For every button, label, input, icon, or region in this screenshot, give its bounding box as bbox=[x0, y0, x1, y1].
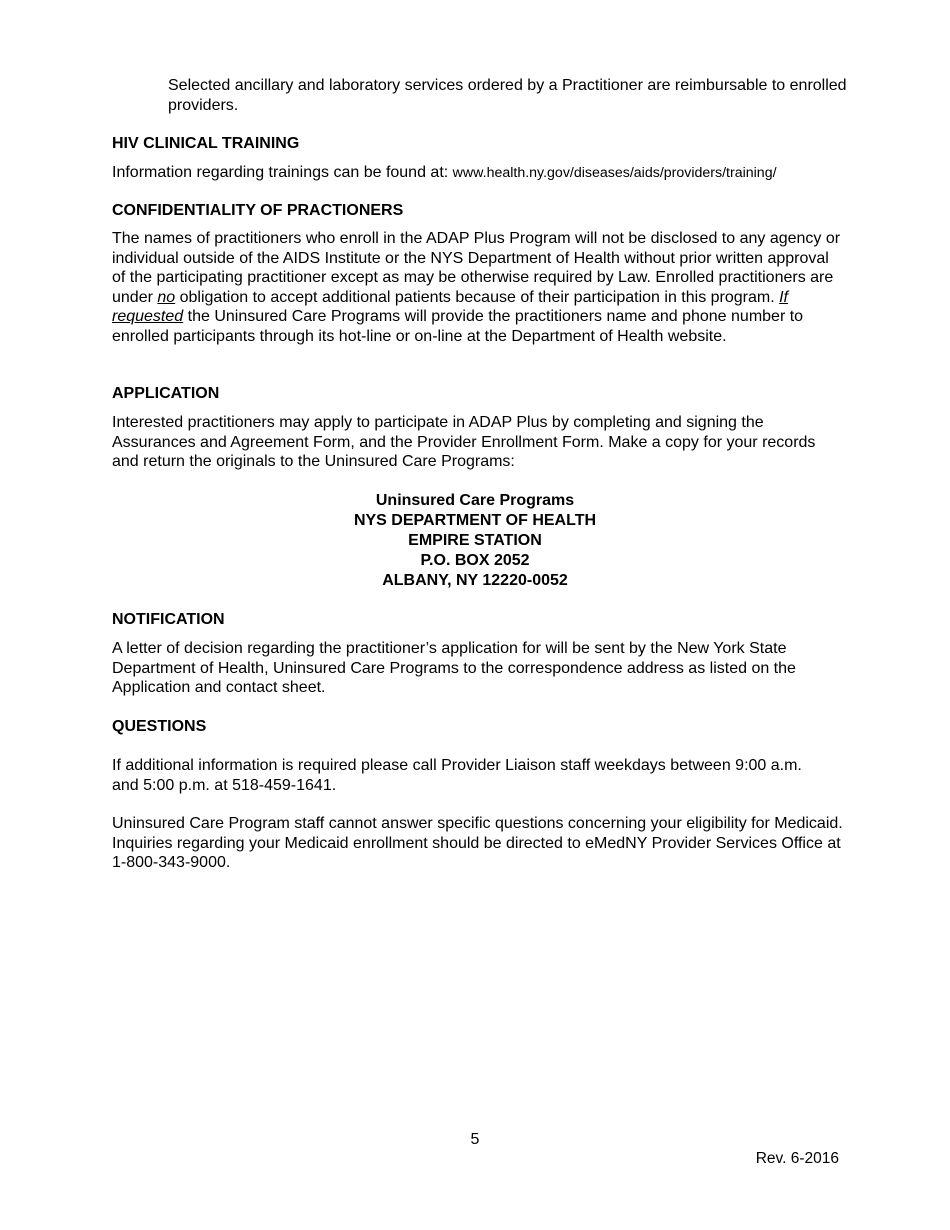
address-line-4: P.O. BOX 2052 bbox=[420, 552, 530, 569]
address-line-2: NYS DEPARTMENT OF HEALTH bbox=[353, 512, 597, 529]
application-paragraph: Interested practitioners may apply to participate in ADAP Plus by completing and signing the Assurances and Agreement Form, and the Provider Enrollment Form. Make a copy for your records and return the originals to the Uninsured Care Programs: bbox=[112, 414, 816, 470]
confidentiality-text-3: the Uninsured Care Programs will provide the practitioners name and phone number to enrolled participants through its hot-line or on-line at the Department of Health website. bbox=[112, 308, 804, 345]
address-line-3: EMPIRE STATION bbox=[408, 532, 542, 549]
confidentiality-heading: CONFIDENTIALITY OF PRACTIONERS bbox=[112, 202, 404, 219]
confidentiality-emphasis-no: no bbox=[157, 288, 176, 306]
confidentiality-text-2: obligation to accept additional patients because of their participation in this program. bbox=[179, 288, 775, 306]
questions-paragraph-2: Uninsured Care Program staff cannot answer specific questions concerning your eligibility for Medicaid. Inquiries regarding your Medicaid enrollment should be directed to eMedNY Provider Services Office at 1-800-343-9000. bbox=[112, 815, 843, 871]
training-paragraph bbox=[112, 163, 872, 184]
notification-paragraph: A letter of decision regarding the practitioner’s application for will be sent by the New York State Department of Health, Uninsured Care Programs to the correspondence address as listed on the Application and contact sheet. bbox=[112, 640, 796, 696]
notification-heading: NOTIFICATION bbox=[112, 611, 225, 628]
ancillary-services-paragraph: Selected ancillary and laboratory services ordered by a Practitioner are reimbursable to enrolled providers. bbox=[168, 77, 847, 114]
training-text: Information regarding trainings can be found at: bbox=[112, 164, 449, 181]
confidentiality-emphasis-if-requested: If requested bbox=[112, 288, 788, 325]
questions-paragraph-1: If additional information is required please call Provider Liaison staff weekdays between 9:00 a.m. and 5:00 p.m. at 518-459-1641. bbox=[112, 757, 802, 794]
revision-label: Rev. 6-2016 bbox=[755, 1150, 839, 1167]
application-heading: APPLICATION bbox=[112, 385, 220, 402]
confidentiality-paragraph bbox=[112, 229, 842, 346]
page-number: 5 bbox=[470, 1131, 480, 1148]
address-line-1: Uninsured Care Programs bbox=[375, 492, 575, 509]
questions-heading: QUESTIONS bbox=[112, 718, 207, 735]
training-url[interactable]: www.health.ny.gov/diseases/aids/providers/training/ bbox=[452, 165, 777, 181]
address-line-5: ALBANY, NY 12220-0052 bbox=[382, 572, 568, 589]
confidentiality-text-1: The names of practitioners who enroll in the ADAP Plus Program will not be disclosed to any agency or individual outside of the AIDS Institute or the NYS Department of Health without prior written approval of the participating practitioner except as may be otherwise required by Law. Enrolled practitioners are under bbox=[112, 230, 841, 306]
mailing-address bbox=[112, 491, 838, 591]
training-heading: HIV CLINICAL TRAINING bbox=[112, 135, 300, 152]
